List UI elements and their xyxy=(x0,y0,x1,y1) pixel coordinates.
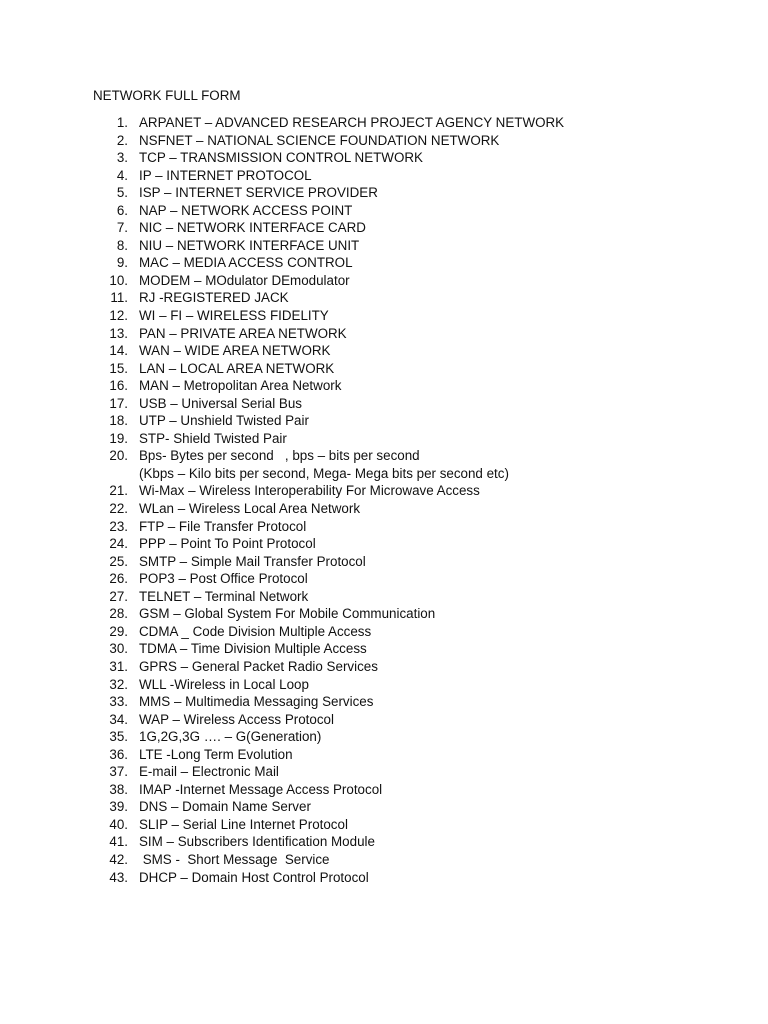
list-item-note: (Kbps – Kilo bits per second, Mega- Mega bits per second etc) xyxy=(139,465,509,481)
list-item-number: 39. xyxy=(109,799,128,815)
list-item-text: IP – INTERNET PROTOCOL xyxy=(139,167,312,183)
list-item-text: NSFNET – NATIONAL SCIENCE FOUNDATION NETWORK xyxy=(139,132,500,148)
list-item-number: 29. xyxy=(109,623,128,639)
list-item-text: Wi-Max – Wireless Interoperability For Microwave Access xyxy=(139,483,480,499)
list-item-text: NIC – NETWORK INTERFACE CARD xyxy=(139,220,366,236)
list-item-number: 8. xyxy=(116,237,128,253)
list-item-text: WLan – Wireless Local Area Network xyxy=(139,501,361,517)
list-item xyxy=(0,693,768,711)
list-item xyxy=(0,746,768,764)
list-item xyxy=(0,869,768,887)
list-item-number: 40. xyxy=(109,816,128,832)
list-item xyxy=(0,763,768,781)
list-item xyxy=(0,289,768,307)
list-item-text: USB – Universal Serial Bus xyxy=(139,395,302,411)
list-item-number: 16. xyxy=(109,378,128,394)
list-item-text: TELNET – Terminal Network xyxy=(139,588,309,604)
list-item xyxy=(0,342,768,360)
list-item xyxy=(0,202,768,220)
list-item-number: 37. xyxy=(109,764,128,780)
list-item-text: MAC – MEDIA ACCESS CONTROL xyxy=(139,255,353,271)
list-item-text: SLIP – Serial Line Internet Protocol xyxy=(139,816,348,832)
list-item-number: 41. xyxy=(109,834,128,850)
list-item-number: 3. xyxy=(116,150,128,166)
list-item-text: DHCP – Domain Host Control Protocol xyxy=(139,869,369,885)
abbreviation-list xyxy=(0,114,768,886)
list-item-number: 20. xyxy=(109,448,128,464)
list-item xyxy=(0,395,768,413)
list-item-text: PAN – PRIVATE AREA NETWORK xyxy=(139,325,347,341)
list-item-number: 9. xyxy=(116,255,128,271)
list-item-number: 31. xyxy=(109,658,128,674)
list-item xyxy=(0,518,768,536)
list-item-number: 5. xyxy=(116,185,128,201)
list-item-number: 2. xyxy=(116,132,128,148)
list-item-number: 13. xyxy=(109,325,128,341)
list-item xyxy=(0,149,768,167)
list-item-text: LTE -Long Term Evolution xyxy=(139,746,293,762)
list-item xyxy=(0,816,768,834)
list-item-number: 28. xyxy=(109,606,128,622)
list-item-number: 6. xyxy=(116,202,128,218)
list-item-number: 33. xyxy=(109,694,128,710)
list-item-text: ARPANET – ADVANCED RESEARCH PROJECT AGENCY NETWORK xyxy=(139,115,565,130)
list-item-number: 10. xyxy=(109,272,128,288)
list-item xyxy=(0,833,768,851)
list-item xyxy=(0,132,768,150)
list-item-text: MAN – Metropolitan Area Network xyxy=(139,378,342,394)
list-item xyxy=(0,377,768,395)
list-item-number: 38. xyxy=(109,781,128,797)
list-item xyxy=(0,307,768,325)
list-item-number: 22. xyxy=(109,501,128,517)
list-item xyxy=(0,588,768,606)
list-item xyxy=(0,781,768,799)
list-item xyxy=(0,500,768,518)
list-item xyxy=(0,640,768,658)
list-item-number: 24. xyxy=(109,536,128,552)
list-item-text: WAP – Wireless Access Protocol xyxy=(139,711,334,727)
list-item-text: DNS – Domain Name Server xyxy=(139,799,311,815)
list-item-number: 19. xyxy=(109,430,128,446)
list-item xyxy=(0,114,768,132)
list-item-text: STP- Shield Twisted Pair xyxy=(139,430,287,446)
list-item-number: 4. xyxy=(116,167,128,183)
list-item xyxy=(0,447,768,482)
list-item xyxy=(0,623,768,641)
list-item-number: 32. xyxy=(109,676,128,692)
list-item-text: MODEM – MOdulator DEmodulator xyxy=(139,272,350,288)
list-item-number: 26. xyxy=(109,571,128,587)
list-item-text: E-mail – Electronic Mail xyxy=(139,764,279,780)
list-item-number: 15. xyxy=(109,360,128,376)
list-item-text: NAP – NETWORK ACCESS POINT xyxy=(139,202,353,218)
list-item-text: ISP – INTERNET SERVICE PROVIDER xyxy=(139,185,378,201)
list-item xyxy=(0,254,768,272)
list-item-number: 35. xyxy=(109,729,128,745)
list-item xyxy=(0,658,768,676)
list-item xyxy=(0,711,768,729)
list-item-text: SMS - Short Message Service xyxy=(139,851,330,867)
list-item-text: TCP – TRANSMISSION CONTROL NETWORK xyxy=(139,150,423,166)
list-item-text: 1G,2G,3G …. – G(Generation) xyxy=(139,729,322,745)
list-item-number: 30. xyxy=(109,641,128,657)
list-item-number: 36. xyxy=(109,746,128,762)
list-item-text: Bps- Bytes per second , bps – bits per second xyxy=(139,448,420,464)
list-item-text: RJ -REGISTERED JACK xyxy=(139,290,289,306)
list-item-number: 1. xyxy=(116,115,128,130)
list-item xyxy=(0,553,768,571)
list-item xyxy=(0,167,768,185)
list-item-number: 34. xyxy=(109,711,128,727)
list-item-text: NIU – NETWORK INTERFACE UNIT xyxy=(139,237,360,253)
list-item-text: TDMA – Time Division Multiple Access xyxy=(139,641,367,657)
list-item-text: WLL -Wireless in Local Loop xyxy=(139,676,309,692)
list-item-number: 27. xyxy=(109,588,128,604)
list-item-text: GPRS – General Packet Radio Services xyxy=(139,658,378,674)
list-item xyxy=(0,325,768,343)
list-item xyxy=(0,482,768,500)
list-item-text: WI – FI – WIRELESS FIDELITY xyxy=(139,308,329,324)
list-item xyxy=(0,728,768,746)
list-item xyxy=(0,237,768,255)
list-item xyxy=(0,272,768,290)
list-item xyxy=(0,219,768,237)
list-item xyxy=(0,184,768,202)
list-item xyxy=(0,360,768,378)
list-item-number: 42. xyxy=(109,851,128,867)
list-item-text: POP3 – Post Office Protocol xyxy=(139,571,308,587)
list-item-number: 18. xyxy=(109,413,128,429)
list-item xyxy=(0,535,768,553)
list-item-number: 23. xyxy=(109,518,128,534)
list-item-number: 21. xyxy=(109,483,128,499)
list-item-text: IMAP -Internet Message Access Protocol xyxy=(139,781,383,797)
list-item xyxy=(0,851,768,869)
list-item-text: SMTP – Simple Mail Transfer Protocol xyxy=(139,553,366,569)
list-item-number: 25. xyxy=(109,553,128,569)
list-item xyxy=(0,605,768,623)
document-title: NETWORK FULL FORM xyxy=(93,88,241,103)
list-item-number: 12. xyxy=(109,308,128,324)
list-item-number: 43. xyxy=(109,869,128,885)
list-item xyxy=(0,570,768,588)
list-item-number: 17. xyxy=(109,395,128,411)
list-item-text: SIM – Subscribers Identification Module xyxy=(139,834,375,850)
list-item-text: CDMA _ Code Division Multiple Access xyxy=(139,623,372,639)
list-item-number: 11. xyxy=(110,290,128,306)
list-item xyxy=(0,412,768,430)
list-item-text: LAN – LOCAL AREA NETWORK xyxy=(139,360,335,376)
list-item-text: FTP – File Transfer Protocol xyxy=(139,518,307,534)
list-item-text: MMS – Multimedia Messaging Services xyxy=(139,694,374,710)
list-item-number: 14. xyxy=(109,343,128,359)
list-item-text: PPP – Point To Point Protocol xyxy=(139,536,316,552)
list-item xyxy=(0,798,768,816)
list-item xyxy=(0,676,768,694)
list-item-number: 7. xyxy=(116,220,128,236)
list-item xyxy=(0,430,768,448)
list-item-text: GSM – Global System For Mobile Communication xyxy=(139,606,436,622)
list-item-text: WAN – WIDE AREA NETWORK xyxy=(139,343,331,359)
list-item-text: UTP – Unshield Twisted Pair xyxy=(139,413,309,429)
